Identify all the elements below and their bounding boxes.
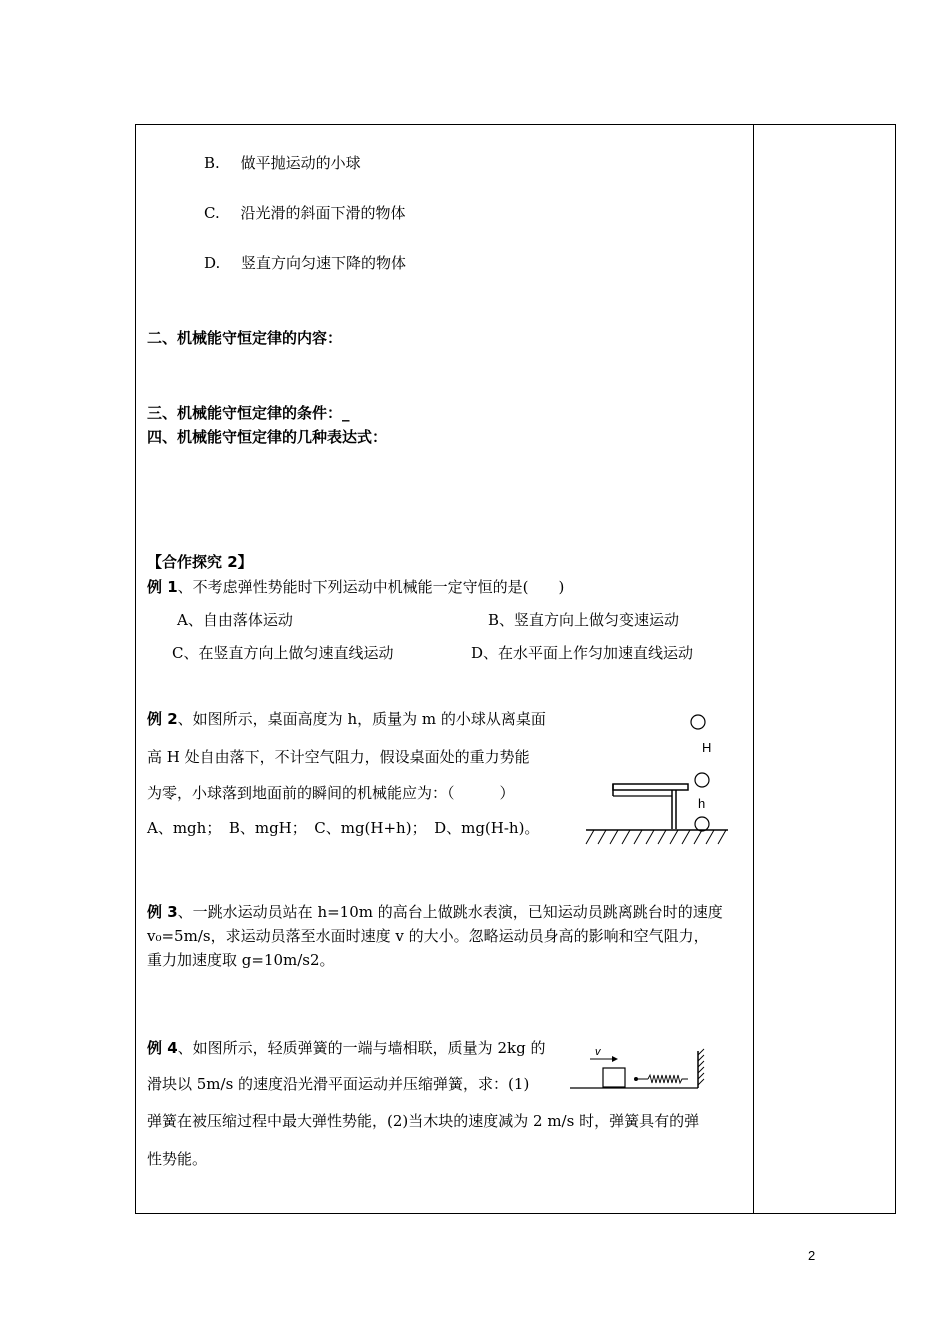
ball-middle xyxy=(695,773,709,787)
option-b-letter: B. xyxy=(204,154,220,172)
example-3-line-2: v₀=5m/s，求运动员落至水面时速度 v 的大小。忽略运动员身高的影响和空气阻力， xyxy=(147,927,709,945)
ball-top xyxy=(691,715,705,729)
velocity-label: v xyxy=(595,1046,601,1058)
option-c-text: 沿光滑的斜面下滑的物体 xyxy=(240,204,406,222)
option-c xyxy=(204,203,406,223)
example-1-question xyxy=(147,577,564,597)
section-3-heading: 三、机械能守恒定律的条件：_ xyxy=(147,404,350,422)
sliding-block xyxy=(603,1068,625,1087)
example-4-line-4: 性势能。 xyxy=(147,1150,208,1168)
label-h: h xyxy=(698,796,706,811)
example-3-line-3: 重力加速度取 g=10m/s2。 xyxy=(147,951,335,969)
label-H: H xyxy=(702,740,712,755)
example-2-line-3: 为零，小球落到地面前的瞬间的机械能应为：（ ） xyxy=(147,784,515,802)
option-d xyxy=(204,253,406,273)
ball-bottom xyxy=(695,817,709,831)
example-4-line-1 xyxy=(147,1038,545,1058)
example-3-text-1: 、一跳水运动员站在 h=10m 的高台上做跳水表演，已知运动员跳离跳台时的速度 xyxy=(177,903,723,921)
coop-heading: 【合作探究 2】 xyxy=(147,553,253,571)
example-1-label: 例 1 xyxy=(147,578,178,596)
spring-coil xyxy=(648,1075,688,1083)
example-4-label: 例 4 xyxy=(147,1039,178,1057)
example-2-line-1 xyxy=(147,709,546,729)
example-1-text: 、不考虑弹性势能时下列运动中机械能一定守恒的是( ) xyxy=(177,578,565,596)
table-column-divider xyxy=(753,124,754,1214)
example-1-option-b: B、竖直方向上做匀变速运动 xyxy=(488,611,680,629)
example-1-option-a: A、自由落体运动 xyxy=(177,611,293,629)
example-1-option-d: D、在水平面上作匀加速直线运动 xyxy=(471,644,694,662)
example-4-line-3: 弹簧在被压缩过程中最大弹性势能，(2)当木块的速度减为 2 m/s 时，弹簧具有的弹 xyxy=(147,1112,700,1130)
example-3-label: 例 3 xyxy=(147,903,178,921)
example-2-text-1: 、如图所示，桌面高度为 h，质量为 m 的小球从离桌面 xyxy=(177,710,546,728)
example-2-label: 例 2 xyxy=(147,710,178,728)
example-2-line-2: 高 H 处自由落下，不计空气阻力，假设桌面处的重力势能 xyxy=(147,748,530,766)
example-2-options: A、mgh； B、mgH； C、mg(H+h)； D、mg(H-h)。 xyxy=(147,819,540,837)
table-ball-figure xyxy=(580,705,740,855)
section-4-heading: 四、机械能守恒定律的几种表达式： xyxy=(147,428,388,446)
example-4-line-2: 滑块以 5m/s 的速度沿光滑平面运动并压缩弹簧，求：(1) xyxy=(147,1075,530,1093)
page-number: 2 xyxy=(808,1248,816,1263)
option-d-letter: D. xyxy=(204,254,221,272)
option-b xyxy=(204,153,361,173)
option-d-text: 竖直方向匀速下降的物体 xyxy=(241,254,407,272)
option-c-letter: C. xyxy=(204,204,220,222)
table-top xyxy=(613,784,688,790)
option-b-text: 做平抛运动的小球 xyxy=(240,154,361,172)
example-3-line-1 xyxy=(147,902,723,922)
spring-block-figure xyxy=(570,1045,715,1095)
example-1-option-c: C、在竖直方向上做匀速直线运动 xyxy=(172,644,394,662)
example-4-text-1: 、如图所示，轻质弹簧的一端与墙相联，质量为 2kg 的 xyxy=(177,1039,546,1057)
section-2-heading: 二、机械能守恒定律的内容： xyxy=(147,329,343,347)
